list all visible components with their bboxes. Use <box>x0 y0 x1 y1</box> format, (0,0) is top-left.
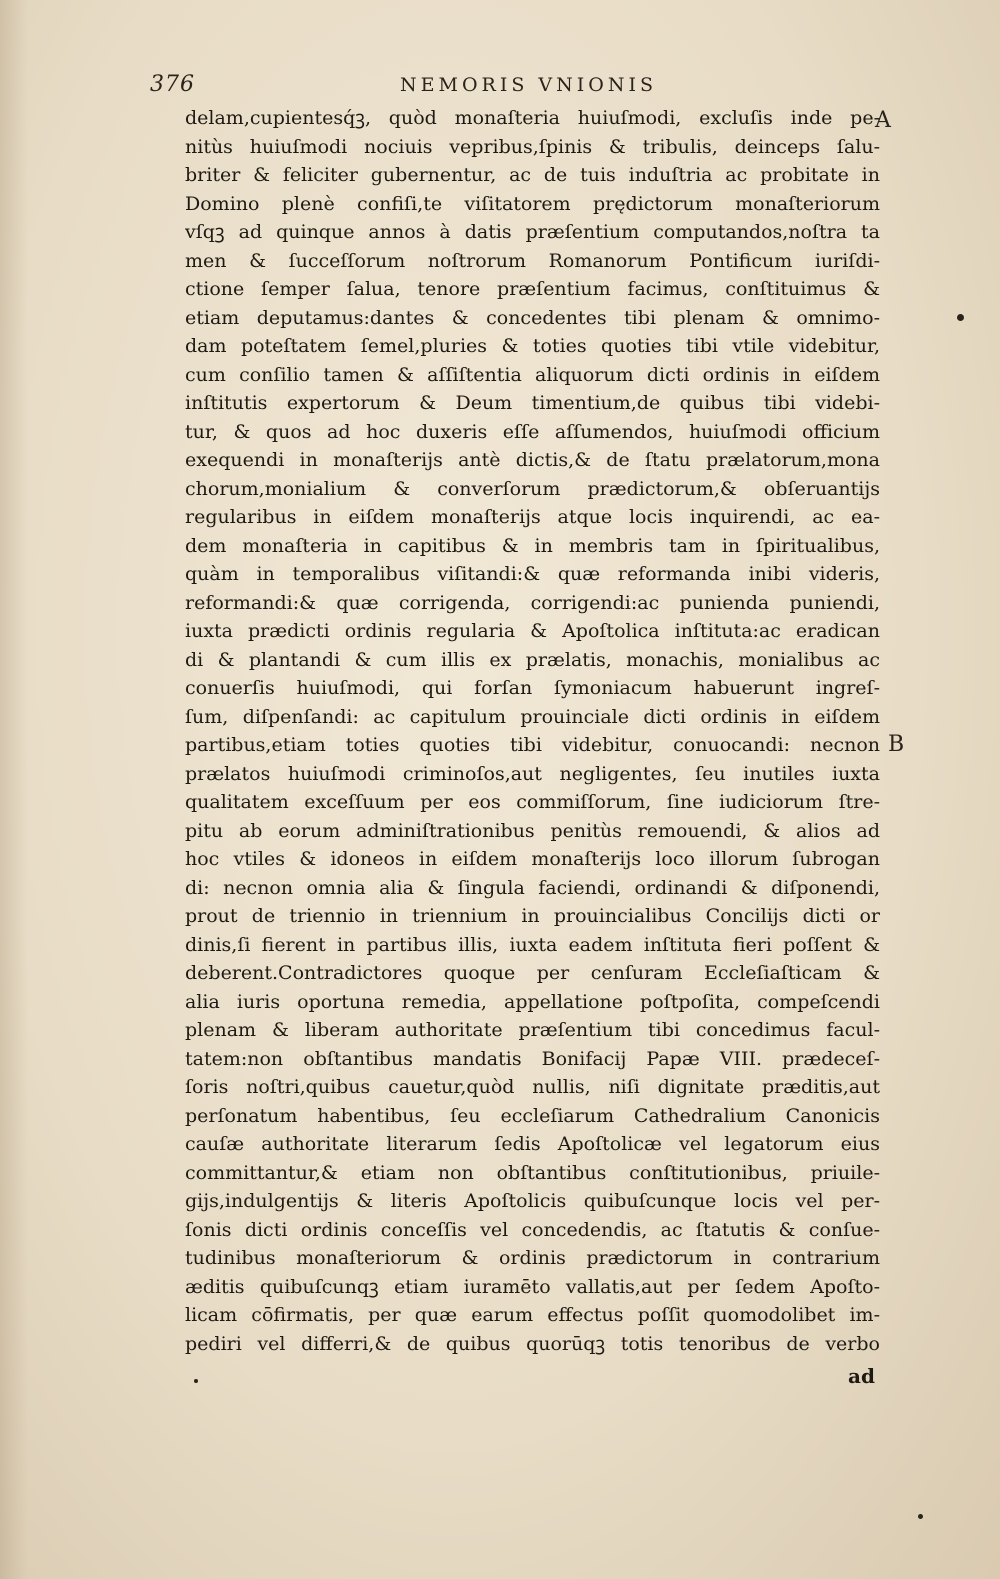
text-line: men & ſucceſſorum noſtrorum Romanorum Pontificum iuriſdi- <box>185 249 880 272</box>
text-line: ſoris noſtri,quibus cauetur,quòd nullis, niſi dignitate præditis,aut <box>185 1076 880 1098</box>
text-line: dem monaſteria in capitibus & in membris tam in ſpiritualibus, <box>185 534 880 557</box>
text-line: committantur,& etiam non obſtantibus conſtitutionibus, priuile- <box>185 1161 880 1184</box>
text-line: di & plantandi & cum illis ex prælatis, monachis, monialibus ac <box>185 648 880 671</box>
text-line: regularibus in eiſdem monaſterijs atque locis inquirendi, ac ea- <box>185 506 880 528</box>
text-line: iuxta prædicti ordinis regularia & Apoſtolica inſtituta:ac eradican <box>185 620 880 642</box>
text-line: ſum, diſpenſandi: ac capitulum prouinciale dicti ordinis in eiſdem <box>185 705 880 728</box>
text-line: tur, & quos ad hoc duxeris eſſe aſſumendos, huiuſmodi officium <box>185 420 880 443</box>
text-line: qualitatem exceſſuum per eos commiſſorum, ſine iudiciorum ſtre- <box>185 791 880 813</box>
text-line: Domino plenè confiſi,te viſitatorem prędictorum monaſteriorum <box>185 192 880 215</box>
text-line: pediri vel differri,& de quibus quorūqꝫ totis tenoribus de verbo <box>185 1332 880 1355</box>
text-line: pitu ab eorum adminiſtrationibus penitùs remouendi, & alios ad <box>185 819 880 842</box>
text-line: tudinibus monaſteriorum & ordinis prædictorum in contrarium <box>185 1247 880 1269</box>
page-header <box>150 72 870 100</box>
text-line: alia iuris oportuna remedia, appellatione poſtpoſita, compeſcendi <box>185 990 880 1013</box>
text-line: di: necnon omnia alia & ſingula faciendi, ordinandi & diſponendi, <box>185 876 880 899</box>
ink-speck <box>194 1379 198 1383</box>
margin-letter-a: A <box>875 108 891 133</box>
text-line: nitùs huiuſmodi nociuis vepribus,ſpinis & tribulis, deinceps ſalu- <box>185 135 880 158</box>
gutter-shadow <box>0 0 28 1579</box>
text-line: conuerſis huiuſmodi, qui forſan ſymoniacum habuerunt ingreſ- <box>185 677 880 699</box>
ink-speck <box>918 1514 923 1519</box>
text-line: prælatos huiuſmodi criminoſos,aut negligentes, ſeu inutiles iuxta <box>185 762 880 785</box>
text-line: ctione ſemper ſalua, tenore præſentium facimus, conſtituimus & <box>185 278 880 300</box>
text-line: inſtitutis expertorum & Deum timentium,de quibus tibi videbi- <box>185 392 880 414</box>
text-line: tatem:non obſtantibus mandatis Bonifacij Papæ VIII. prædeceſ- <box>185 1047 880 1070</box>
text-line: ſonis dicti ordinis conceſſis vel concedendis, ac ſtatutis & conſue- <box>185 1218 880 1241</box>
margin-letter-b: B <box>888 732 905 757</box>
text-line: chorum,monialium & converſorum prædictorum,& obſeruantijs <box>185 477 880 500</box>
text-line: cauſæ authoritate literarum ſedis Apoſtolicæ vel legatorum eius <box>185 1133 880 1155</box>
body-text <box>185 104 880 1358</box>
text-line: perſonatum habentibus, ſeu eccleſiarum Cathedralium Canonicis <box>185 1104 880 1127</box>
text-line: quàm in temporalibus viſitandi:& quæ reformanda inibi videris, <box>185 563 880 585</box>
text-line: deberent.Contradictores quoque per cenſuram Eccleſiaſticam & <box>185 962 880 984</box>
text-line: cum conſilio tamen & aſſiſtentia aliquorum dicti ordinis in eiſdem <box>185 363 880 386</box>
running-title: NEMORIS VNIONIS <box>400 74 657 96</box>
text-line: gijs,indulgentijs & literis Apoſtolicis quibuſcunque locis vel per- <box>185 1190 880 1212</box>
text-line: dam poteſtatem ſemel,pluries & toties quoties tibi vtile videbitur, <box>185 335 880 357</box>
text-line: prout de triennio in triennium in prouincialibus Concilijs dicti or <box>185 905 880 927</box>
text-line: dinis,ſi fierent in partibus illis, iuxta eadem inſtituta fieri poſſent & <box>185 933 880 956</box>
text-line: licam cōfirmatis, per quæ earum effectus poſſit quomodolibet im- <box>185 1304 880 1326</box>
text-line: etiam deputamus:dantes & concedentes tibi plenam & omnimo- <box>185 306 880 329</box>
text-line: plenam & liberam authoritate præſentium tibi concedimus facul- <box>185 1019 880 1041</box>
text-line: partibus,etiam toties quoties tibi videbitur, conuocandi: necnon <box>185 734 880 756</box>
page-number: 376 <box>150 72 195 97</box>
ink-speck <box>957 314 964 321</box>
text-line: reformandi:& quæ corrigenda, corrigendi:ac punienda puniendi, <box>185 591 880 614</box>
text-line: vſqꝫ ad quinque annos à datis præſentium computandos,noſtra ta <box>185 221 880 243</box>
text-line: briter & feliciter gubernentur, ac de tuis induſtria ac probitate in <box>185 164 880 186</box>
text-line: hoc vtiles & idoneos in eiſdem monaſterijs loco illorum ſubrogan <box>185 848 880 870</box>
catchword: ad <box>848 1364 875 1388</box>
text-line: æditis quibuſcunqꝫ etiam iuramēto vallatis,aut per ſedem Apoſto- <box>185 1275 880 1298</box>
text-line: exequendi in monaſterijs antè dictis,& de ſtatu prælatorum,mona <box>185 449 880 471</box>
text-line: delam,cupientesq́ꝫ, quòd monaſteria huiuſmodi, excluſis inde pe- <box>185 107 880 129</box>
